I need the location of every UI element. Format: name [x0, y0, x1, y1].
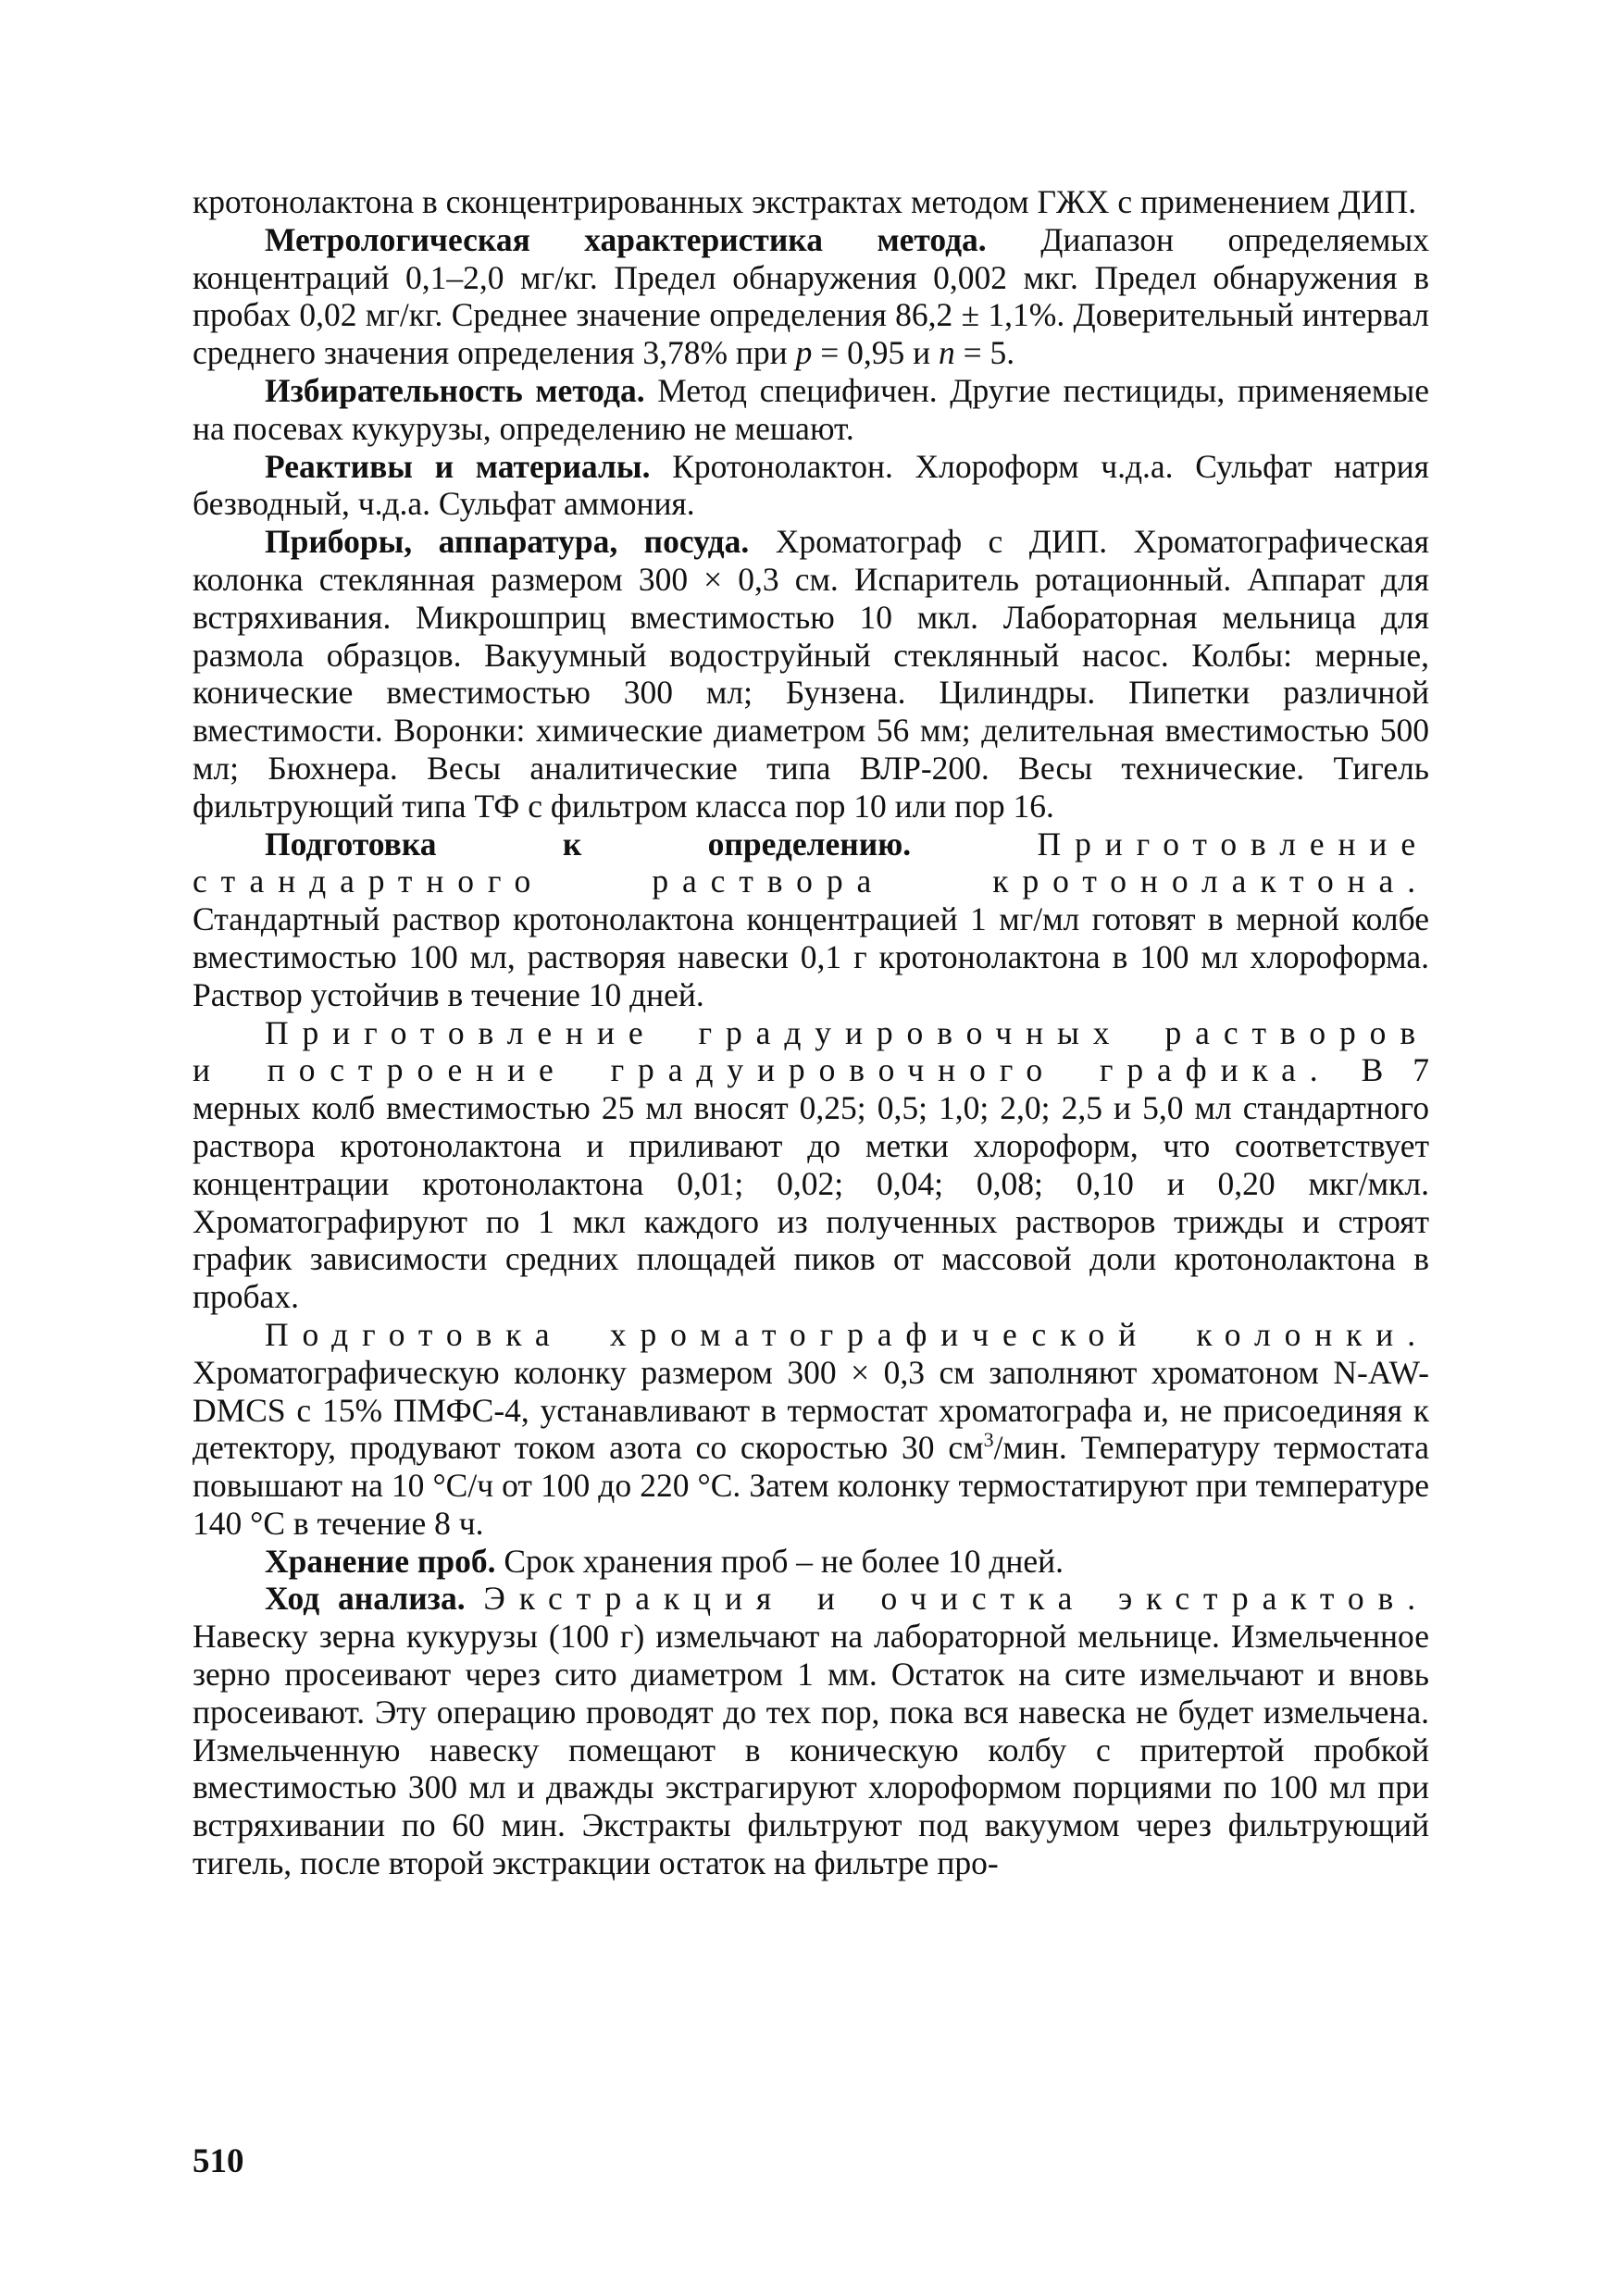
- metrology-text-2: = 0,95 и: [812, 334, 939, 372]
- variable-n: n: [938, 334, 955, 372]
- selectivity-text: Метод специфичен. Другие пестициды, применяемые на посевах кукурузы, определению не мешают.: [193, 371, 1430, 447]
- heading-storage: Хранение проб.: [265, 1542, 496, 1580]
- preparation-text: Стандартный раствор кротонолактона концентрацией 1 мг/мл готовят в мерной колбе вместимостью 100 мл, растворяя навески 0,1 г кротонолактона в 100 мл хлороформа. Раствор устойчив в течение 10 дней.: [193, 900, 1429, 1013]
- paragraph-intro-continuation: [193, 183, 1429, 221]
- metrology-text-3: = 5.: [954, 334, 1015, 372]
- subheading-standard-solution: Приготовление стандартного раствора кротонолактона.: [193, 825, 1430, 900]
- paragraph-preparation: [193, 825, 1429, 1014]
- paragraph-analysis: [193, 1580, 1429, 1881]
- analysis-text: Навеску зерна кукурузы (100 г) измельчают на лабораторной мельнице. Измельченное зерно просеивают через сито диаметром 1 мм. Остаток на сите измельчают и вновь просеивают. Эту операцию проводят до тех пор, пока вся навеска не будет измельчена. Измельченную навеску помещают в коническую колбу с притертой пробкой вместимостью 300 мл и дважды экстрагируют хлороформом порциями по 100 мл при встряхивании по 60 мин. Экстракты фильтруют под вакуумом через фильтрующий тигель, после второй экстракции остаток на фильтре про-: [193, 1618, 1429, 1882]
- subheading-calibration: Приготовление градуировочных растворов и построение градуировочного графика.: [193, 1013, 1429, 1089]
- paragraph-storage: [193, 1543, 1429, 1581]
- heading-equipment: Приборы, аппаратура, посуда.: [265, 523, 750, 561]
- paragraph-equipment: [193, 523, 1429, 825]
- heading-reagents: Реактивы и материалы.: [265, 447, 651, 485]
- document-page: [193, 183, 1429, 1882]
- superscript-3: 3: [983, 1428, 994, 1452]
- reagents-text: Кротонолактон. Хлороформ ч.д.а. Сульфат натрия безводный, ч.д.а. Сульфат аммония.: [193, 447, 1429, 523]
- heading-selectivity: Избирательность метода.: [265, 371, 645, 409]
- paragraph-column: [193, 1316, 1429, 1543]
- heading-analysis: Ход анализа.: [265, 1580, 466, 1618]
- heading-metrology: Метрологическая характеристика метода.: [265, 220, 987, 258]
- column-text-1: Хроматографическую колонку размером 300 × 0,3 см заполняют хроматоном N-AW-DMCS с 15% ПМФС-4, устанавливают в термостат хроматографа и, не присоединяя к детектору, продувают током азота со скоростью 30 см: [193, 1353, 1429, 1467]
- variable-p: p: [795, 334, 813, 372]
- page-number: 510: [193, 2142, 244, 2180]
- paragraph-reagents: [193, 448, 1429, 524]
- paragraph-calibration: [193, 1014, 1429, 1316]
- storage-text: Срок хранения проб – не более 10 дней.: [495, 1542, 1064, 1580]
- equipment-text: Хроматограф с ДИП. Хроматографическая колонка стеклянная размером 300 × 0,3 см. Испаритель ротационный. Аппарат для встряхивания. Микрошприц вместимостью 10 мкл. Лабораторная мельница для размола образцов. Вакуумный водоструйный стеклянный насос. Колбы: мерные, конические вместимостью 300 мл; Бунзена. Цилиндры. Пипетки различной вместимости. Воронки: химические диаметром 56 мм; делительная вместимостью 500 мл; Бюхнера. Весы аналитические типа ВЛР-200. Весы технические. Тигель фильтрующий типа ТФ с фильтром класса пор 10 или пор 16.: [193, 523, 1429, 825]
- column-text-2: /мин. Температуру термостата повышают на 10 °С/ч от 100 до 220 °С. Затем колонку термостатируют при температуре 140 °С в течение 8 ч.: [193, 1429, 1429, 1542]
- subheading-column: Подготовка хроматографической колонки.: [265, 1315, 1429, 1353]
- calibration-text: В 7 мерных колб вместимостью 25 мл вносят 0,25; 0,5; 1,0; 2,0; 2,5 и 5,0 мл стандартного раствора кротонолактона и приливают до метки хлороформ, что соответствует концентрации кротонолактона 0,01; 0,02; 0,04; 0,08; 0,10 и 0,20 мкг/мкл. Хроматографируют по 1 мкл каждого из полученных растворов трижды и строят график зависимости средних площадей пиков от массовой доли кротонолактона в пробах.: [193, 1051, 1429, 1316]
- intro-text: кротонолактона в сконцентрированных экстрактах методом ГЖХ с применением ДИП.: [193, 183, 1417, 220]
- metrology-text-1: Диапазон определяемых концентраций 0,1–2,0 мг/кг. Предел обнаружения 0,002 мкг. Предел обнаружения в пробах 0,02 мг/кг. Среднее значение определения 86,2 ± 1,1%. Доверительный интервал среднего значения определения 3,78% при: [193, 220, 1429, 372]
- subheading-extraction: Экстракция и очистка экстрактов.: [483, 1580, 1429, 1618]
- paragraph-metrology: [193, 221, 1429, 372]
- paragraph-selectivity: [193, 372, 1429, 448]
- heading-preparation: Подготовка к определению.: [265, 825, 912, 863]
